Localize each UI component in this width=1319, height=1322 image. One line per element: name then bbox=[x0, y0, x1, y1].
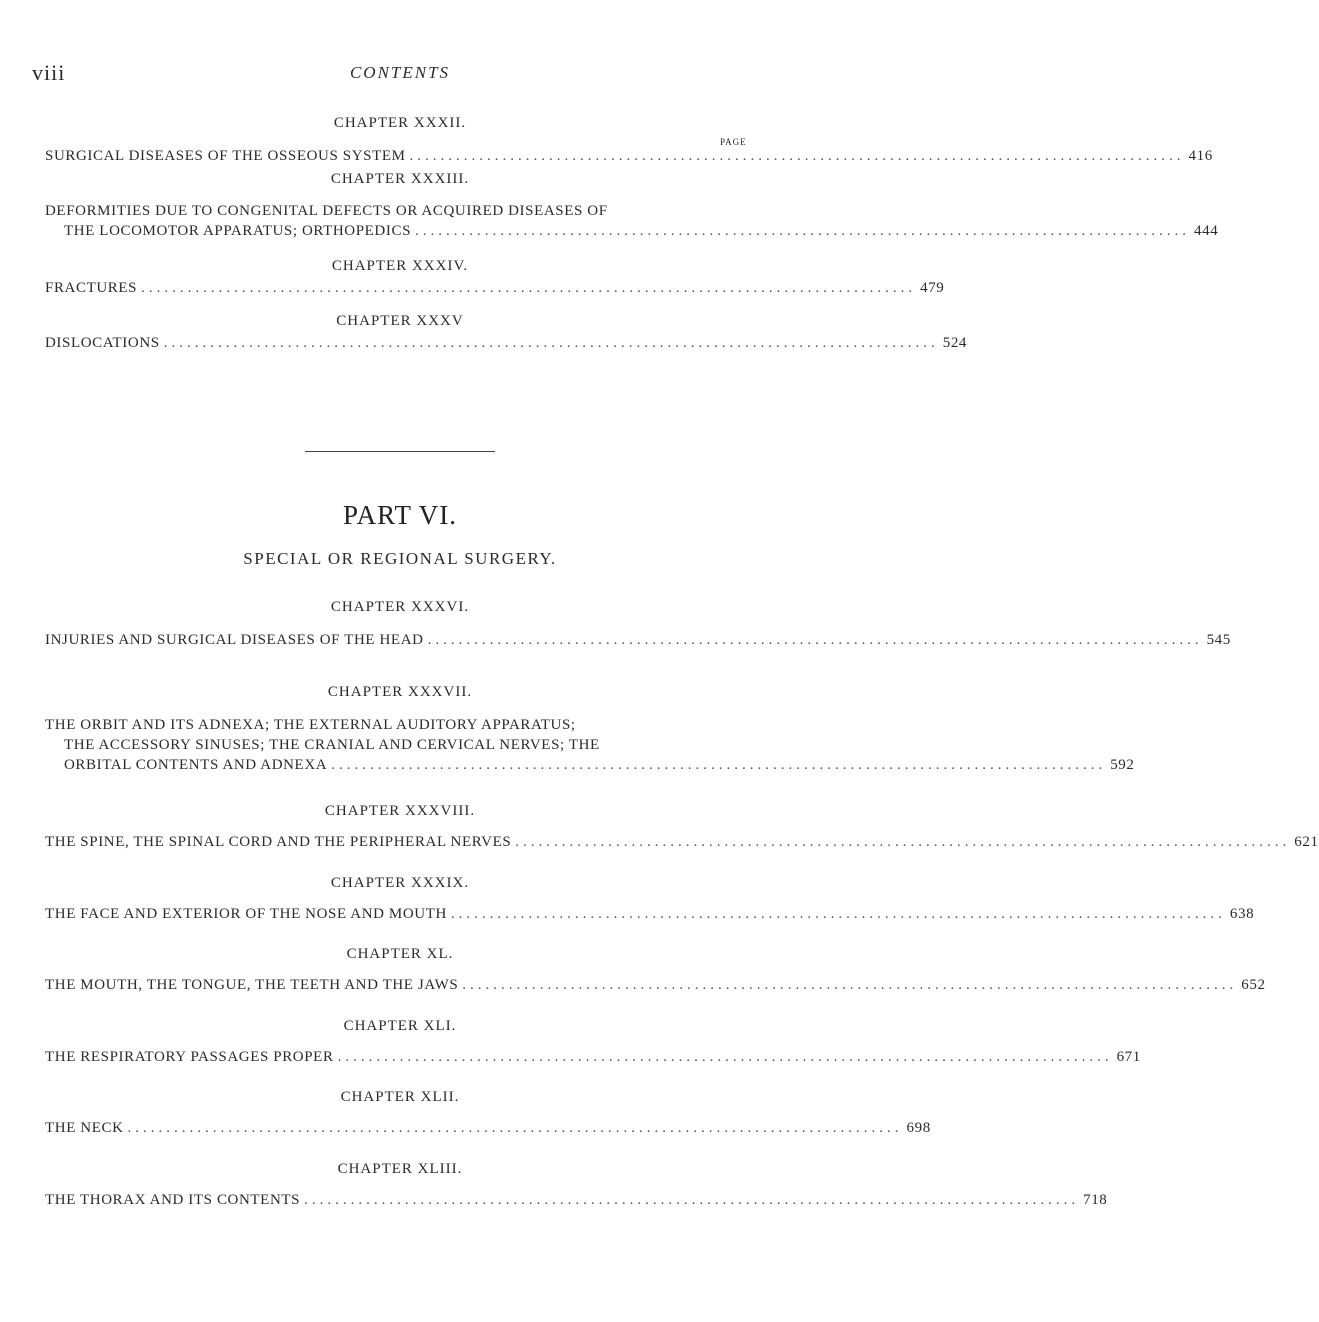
dot-leader: .................................................................................................... bbox=[331, 757, 1107, 773]
dot-leader: .................................................................................................... bbox=[141, 280, 917, 296]
toc-page-number: 592 bbox=[1110, 757, 1135, 773]
toc-entry bbox=[45, 278, 945, 298]
toc-page-number: 479 bbox=[920, 280, 945, 296]
dot-leader: .................................................................................................... bbox=[409, 148, 1185, 164]
dot-leader: .................................................................................................... bbox=[515, 834, 1291, 850]
chapter-heading: CHAPTER XXXVI. bbox=[330, 599, 470, 615]
part-subtitle: SPECIAL OR REGIONAL SURGERY. bbox=[243, 549, 557, 568]
toc-page-number: 416 bbox=[1188, 148, 1213, 164]
chapter-heading: CHAPTER XLIII. bbox=[337, 1161, 463, 1177]
toc-entry-title: THE SPINE, THE SPINAL CORD AND THE PERIPHERAL NERVES bbox=[45, 834, 512, 850]
toc-page-number: 652 bbox=[1241, 977, 1266, 993]
chapter-heading: CHAPTER XXXVII. bbox=[327, 684, 473, 700]
chapter-heading: CHAPTER XXXIX. bbox=[330, 875, 470, 891]
toc-entry bbox=[45, 146, 1213, 166]
page-number: viii bbox=[32, 60, 66, 85]
toc-entry bbox=[45, 904, 1255, 924]
chapter-heading: CHAPTER XLII. bbox=[340, 1089, 460, 1105]
toc-page-number: 718 bbox=[1083, 1192, 1108, 1208]
chapter-heading: CHAPTER XL. bbox=[346, 946, 454, 962]
dot-leader: .................................................................................................... bbox=[415, 223, 1191, 239]
toc-entry bbox=[45, 975, 1266, 995]
toc-entry bbox=[45, 1047, 1141, 1067]
toc-entry-title: THE RESPIRATORY PASSAGES PROPER bbox=[45, 1049, 334, 1065]
chapter-heading: CHAPTER XLI. bbox=[343, 1018, 457, 1034]
toc-entry-title: THE LOCOMOTOR APPARATUS; ORTHOPEDICS bbox=[64, 223, 412, 239]
toc-page-number: 545 bbox=[1206, 632, 1231, 648]
toc-page-number: 698 bbox=[906, 1120, 931, 1136]
toc-entry bbox=[45, 630, 1231, 650]
toc-page-number: 444 bbox=[1194, 223, 1219, 239]
chapter-heading: CHAPTER XXXV bbox=[336, 313, 464, 329]
toc-entry bbox=[45, 1190, 1108, 1210]
section-divider bbox=[305, 451, 495, 452]
toc-page-number: 621 bbox=[1294, 834, 1319, 850]
dot-leader: .................................................................................................... bbox=[427, 632, 1203, 648]
toc-entry-title: SURGICAL DISEASES OF THE OSSEOUS SYSTEM bbox=[45, 148, 406, 164]
toc-entry-title: DEFORMITIES DUE TO CONGENITAL DEFECTS OR ACQUIRED DISEASES OF bbox=[45, 203, 608, 219]
dot-leader: .................................................................................................... bbox=[304, 1192, 1080, 1208]
page-column-label: PAGE bbox=[720, 137, 747, 147]
chapter-heading: CHAPTER XXXIV. bbox=[331, 258, 469, 274]
toc-page-number: 524 bbox=[942, 335, 968, 351]
toc-page-number: 638 bbox=[1229, 906, 1255, 922]
chapter-heading: CHAPTER XXXII. bbox=[333, 115, 467, 131]
dot-leader: .................................................................................................... bbox=[127, 1120, 903, 1136]
toc-entry-title: THE THORAX AND ITS CONTENTS bbox=[45, 1192, 301, 1208]
toc-entry bbox=[45, 201, 1219, 241]
toc-entry-title: THE ORBIT AND ITS ADNEXA; THE EXTERNAL AUDITORY APPARATUS; bbox=[45, 717, 576, 733]
toc-entry bbox=[45, 333, 968, 353]
toc-entry-title: THE NECK bbox=[45, 1120, 124, 1136]
dot-leader: .................................................................................................... bbox=[163, 335, 939, 351]
toc-page-number: 671 bbox=[1116, 1049, 1141, 1065]
chapter-heading: CHAPTER XXXIII. bbox=[330, 171, 470, 187]
dot-leader: .................................................................................................... bbox=[337, 1049, 1113, 1065]
toc-entry-title: THE FACE AND EXTERIOR OF THE NOSE AND MOUTH bbox=[45, 906, 447, 922]
toc-entry-title: THE ACCESSORY SINUSES; THE CRANIAL AND CERVICAL NERVES; THE bbox=[64, 737, 600, 753]
toc-entry-title: INJURIES AND SURGICAL DISEASES OF THE HEAD bbox=[45, 632, 424, 648]
toc-entry-title: DISLOCATIONS bbox=[45, 335, 160, 351]
toc-entry-title: THE MOUTH, THE TONGUE, THE TEETH AND THE JAWS bbox=[45, 977, 459, 993]
toc-entry-title: ORBITAL CONTENTS AND ADNEXA bbox=[64, 757, 328, 773]
toc-entry-title: FRACTURES bbox=[45, 280, 138, 296]
toc-entry bbox=[45, 832, 1319, 852]
dot-leader: .................................................................................................... bbox=[462, 977, 1238, 993]
running-head: CONTENTS bbox=[349, 63, 451, 82]
part-title: PART VI. bbox=[343, 500, 457, 530]
toc-entry bbox=[45, 1118, 931, 1138]
dot-leader: .................................................................................................... bbox=[450, 906, 1226, 922]
chapter-heading: CHAPTER XXXVIII. bbox=[324, 803, 476, 819]
toc-entry bbox=[45, 715, 1135, 775]
